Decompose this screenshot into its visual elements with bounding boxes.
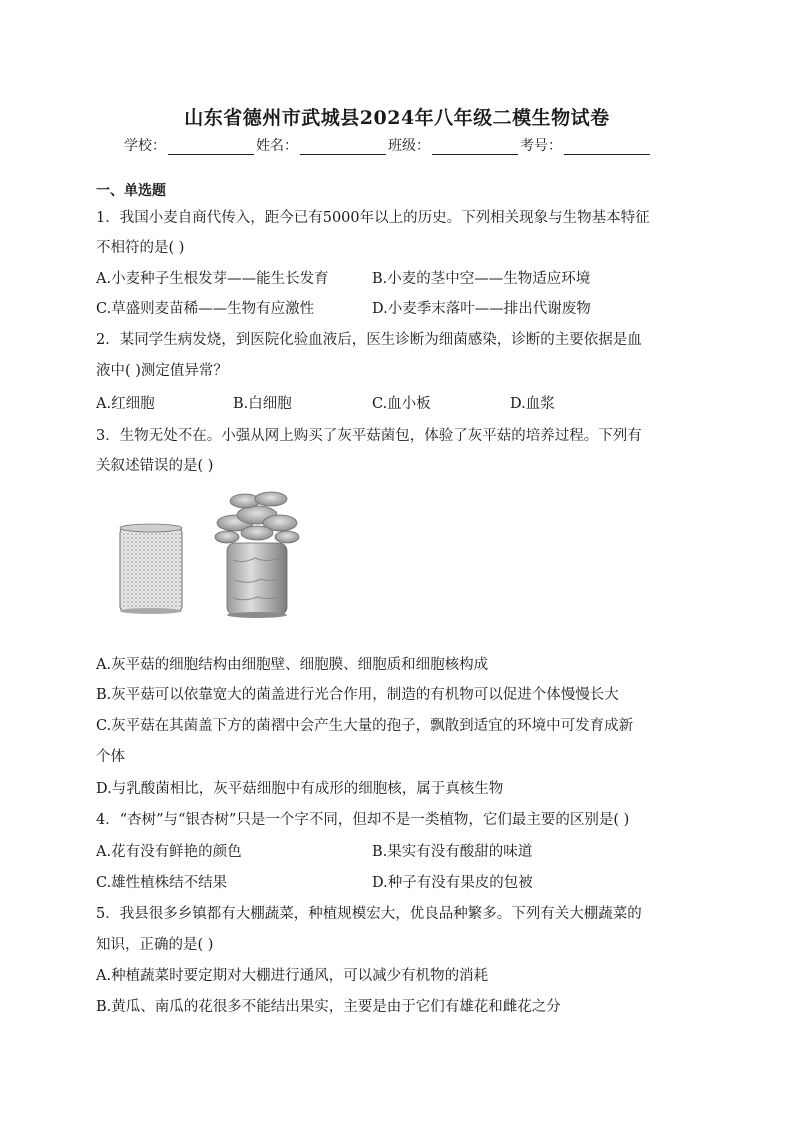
q3-option-a: A.灰平菇的细胞结构由细胞壁、细胞膜、细胞质和细胞核构成 <box>96 657 489 673</box>
q2-option-c: C.血小板 <box>372 396 431 412</box>
q2-option-a: A.红细胞 <box>96 396 155 412</box>
q3-option-d: D.与乳酸菌相比，灰平菇细胞中有成形的细胞核，属于真核生物 <box>96 781 504 797</box>
q3-stem-line-1: 3．生物无处不在。小强从网上购买了灰平菇菌包，体验了灰平菇的培养过程。下列有 <box>96 428 642 444</box>
section-title: 一、单选题 <box>96 183 166 199</box>
q1-stem-line-1: 1．我国小麦自商代传入，距今已有5000年以上的历史。下列相关现象与生物基本特征 <box>96 210 650 226</box>
q5-stem-line-2: 知识，正确的是( ) <box>96 937 214 953</box>
q1-option-b: B.小麦的茎中空——生物适应环境 <box>372 271 591 287</box>
q2-stem-line-1: 2．某同学生病发烧，到医院化验血液后，医生诊断为细菌感染，诊断的主要依据是血 <box>96 332 642 348</box>
q4-option-a: A.花有没有鲜艳的颜色 <box>96 844 242 860</box>
q4-option-d: D.种子有没有果皮的包被 <box>372 875 533 891</box>
q4-stem-line-1: 4．“杏树”与“银杏树”只是一个字不同，但却不是一类植物，它们最主要的区别是( ) <box>96 812 630 828</box>
q5-stem-line-1: 5．我县很多乡镇都有大棚蔬菜，种植规模宏大，优良品种繁多。下列有关大棚蔬菜的 <box>96 906 642 922</box>
q2-option-d: D.血浆 <box>510 396 555 412</box>
q1-option-d: D.小麦季末落叶——排出代谢废物 <box>372 301 591 317</box>
q2-option-b: B.白细胞 <box>233 396 292 412</box>
mushroom-illustration-icon <box>115 485 305 620</box>
q3-option-c-line-2: 个体 <box>96 749 125 765</box>
name-label: 姓名： <box>256 138 298 154</box>
q4-option-b: B.果实有没有酸甜的味道 <box>372 844 533 860</box>
student-info-row <box>124 135 652 155</box>
q5-option-b: B.黄瓜、南瓜的花很多不能结出果实，主要是由于它们有雄花和雌花之分 <box>96 999 561 1015</box>
q5-option-a: A.种植蔬菜时要定期对大棚进行通风，可以减少有机物的消耗 <box>96 968 489 984</box>
q1-stem-line-2: 不相符的是( ) <box>96 240 185 256</box>
school-blank[interactable] <box>168 138 254 155</box>
q3-option-b: B.灰平菇可以依靠宽大的菌盖进行光合作用，制造的有机物可以促进个体慢慢长大 <box>96 687 619 703</box>
q1-option-a: A.小麦种子生根发芽——能生长发育 <box>96 271 329 287</box>
name-blank[interactable] <box>300 138 386 155</box>
q3-option-c-line-1: C.灰平菇在其菌盖下方的菌褶中会产生大量的孢子，飘散到适宜的环境中可发育成新 <box>96 718 634 734</box>
class-blank[interactable] <box>432 138 518 155</box>
q2-stem-line-2: 液中( )测定值异常？ <box>96 363 228 379</box>
q4-option-c: C.雄性植株结不结果 <box>96 875 228 891</box>
exam-number-label: 考号： <box>520 138 562 154</box>
class-label: 班级： <box>388 138 430 154</box>
exam-title: 山东省德州市武城县2024年八年级二模生物试卷 <box>184 107 610 129</box>
q3-stem-line-2: 关叙述错误的是( ) <box>96 458 214 474</box>
q1-option-c: C.草盛则麦苗稀——生物有应激性 <box>96 301 315 317</box>
mushroom-figure <box>115 485 305 620</box>
exam-number-blank[interactable] <box>564 138 650 155</box>
school-label: 学校： <box>124 138 166 154</box>
